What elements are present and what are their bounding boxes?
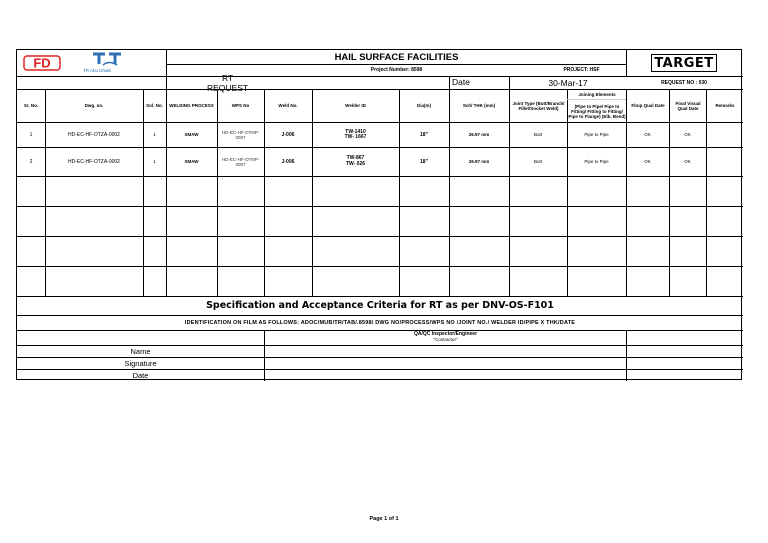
qaqc-label: QA/QC Inspector/Engineer <box>413 331 478 337</box>
cell-dwg: HD-EC-HF-OTZA-0002 <box>68 158 120 165</box>
col-welder-id: Welder ID <box>345 103 366 108</box>
tr-logo-icon <box>89 51 127 67</box>
rt-request-form <box>16 49 742 380</box>
cell-sol: 1 <box>153 132 156 137</box>
cell-visual: OK <box>684 132 691 137</box>
signature-label: Signature <box>124 358 157 368</box>
date-value: 30-Mar-17 <box>548 77 588 88</box>
cell-sol: 1 <box>153 159 156 164</box>
cell-joint: Butt <box>533 159 542 164</box>
col-joining-elements: Joining Elements <box>578 92 616 97</box>
cell-dia: 18" <box>420 131 428 138</box>
cell-weld: J-006 <box>281 131 295 138</box>
fd-logo <box>21 52 63 74</box>
table-row <box>17 122 743 147</box>
col-dwg-no: Dwg. no. <box>84 103 104 108</box>
fd-logo-icon <box>22 54 62 72</box>
col-joint-type: Joint Type (Butt/Branch/ Fillet/Socket Weld) <box>512 100 565 111</box>
project-number: Project Number: 8598 <box>370 67 423 73</box>
cell-dia: 18" <box>420 158 428 165</box>
cell-welder-1: TW-1410 <box>345 129 366 135</box>
name-label: Name <box>130 346 151 356</box>
cell-fitup: OK <box>644 159 651 164</box>
cell-process: SMAW <box>184 132 199 137</box>
col-welding-process: WELDING PROCESS <box>169 103 214 108</box>
form-title: HAIL SURFACE FACILITIES <box>334 51 459 63</box>
col-remarks: Remarks <box>715 103 735 108</box>
cell-thk: 26.97 mm <box>468 132 490 137</box>
tr-caption: TR Abu Dhabi <box>83 68 112 73</box>
cell-visual: OK <box>684 159 691 164</box>
cell-process: SMAW <box>184 159 199 164</box>
col-fitup: Fitup Qual Date <box>631 103 665 108</box>
request-number: REQUEST NO : 030 <box>661 79 707 86</box>
cell-elements: Pipe to Pipe <box>584 132 609 137</box>
cell-elements: Pipe to Pipe <box>584 159 609 164</box>
target-logo <box>629 52 739 74</box>
col-sch-thk: Sch/ THK (mm) <box>462 103 496 108</box>
col-joining-elements-sub: (Pipe to Pipe/ Pipe to Fitting/ Fitting to Fitting/ Pipe to Flange) (Elb. Bend) <box>568 103 626 119</box>
cell-sr: 2 <box>29 158 33 165</box>
rt-request-label: RT REQUEST <box>207 72 249 93</box>
cell-thk: 26.97 mm <box>468 159 490 164</box>
cell-dwg: HD-EC-HF-OTZA-0002 <box>68 131 120 138</box>
table-row <box>17 147 743 176</box>
cell-welder-2: TW- 026 <box>345 161 366 167</box>
col-wps-no: WPS No <box>231 103 250 108</box>
cell-joint: Butt <box>533 132 542 137</box>
spec-title: Specification and Acceptance Criteria for RT as per DNV-OS-F101 <box>206 300 554 311</box>
date-row-label: Date <box>132 370 149 380</box>
cell-welder-1: TW-867 <box>346 155 365 161</box>
col-sr-no: Sr. No. <box>23 103 39 108</box>
qaqc-sub-label: "Contractor" <box>433 336 458 342</box>
cell-wps: HD-EC-HF-OTNP-0007 <box>221 129 260 140</box>
target-logo-text: TARGET <box>651 54 717 72</box>
col-dia: Dia(In) <box>417 103 431 108</box>
cell-sr: 1 <box>29 131 33 138</box>
project-code: PROJECT: HSF <box>563 67 600 73</box>
cell-fitup: OK <box>644 132 651 137</box>
tr-logo <box>79 51 149 75</box>
cell-weld: J-006 <box>281 158 295 165</box>
svg-text:FD: FD <box>33 55 51 71</box>
col-final-visual: Final Visual Qual Date <box>675 100 701 111</box>
cell-wps: HD-EC-HF-OTNP-0007 <box>221 156 260 167</box>
col-weld-no: Weld No. <box>278 103 298 108</box>
date-label: Date <box>452 77 470 87</box>
cell-welder-2: TW- 1667 <box>344 134 367 140</box>
col-sol-no: Sol. No. <box>146 103 163 108</box>
page-number: Page 1 of 1 <box>369 516 399 522</box>
film-identification: IDENTIFICATION ON FILM AS FOLLOWS: ADOC/MUB/TR/TAB/.8598/ DWG NO/PROCESS/WPS NO /JOINT NO./ WELDER ID/PIPE X THK/DATE <box>184 319 576 326</box>
